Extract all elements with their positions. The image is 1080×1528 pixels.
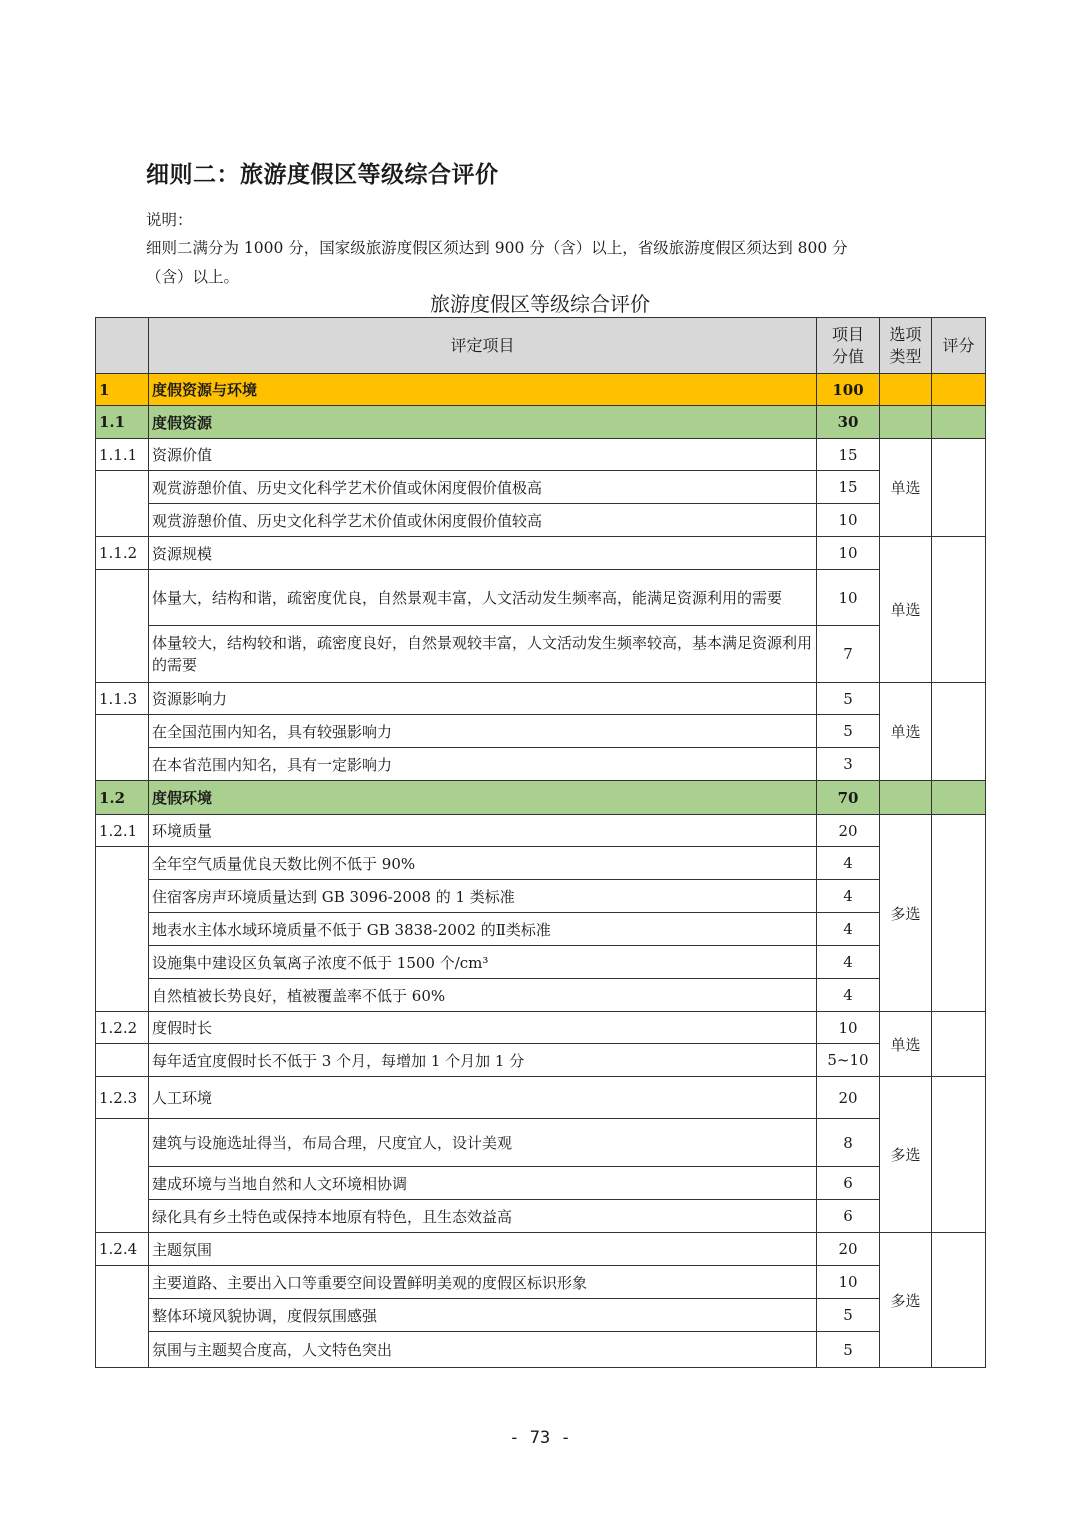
row-value: 6: [817, 1200, 880, 1233]
row-type: 单选: [880, 439, 932, 537]
table-row: [96, 683, 986, 715]
row-text: 地表水主体水域环境质量不低于 GB 3838-2002 的Ⅱ类标准: [149, 913, 817, 946]
table-row: [96, 439, 986, 471]
row-text: 度假资源: [149, 406, 817, 439]
row-value: 4: [817, 946, 880, 979]
row-type: 多选: [880, 1233, 932, 1368]
row-value: 5~10: [817, 1044, 880, 1077]
row-text: 主要道路、主要出入口等重要空间设置鲜明美观的度假区标识形象: [149, 1266, 817, 1299]
row-score: [932, 1012, 986, 1077]
row-number: 1.2: [96, 781, 149, 815]
row-score: [932, 683, 986, 781]
row-text: 环境质量: [149, 815, 817, 847]
table-row: [96, 815, 986, 847]
row-text: 在本省范围内知名，具有一定影响力: [149, 748, 817, 781]
row-number: 1.1.2: [96, 537, 149, 570]
row-value: 8: [817, 1119, 880, 1167]
row-score: [932, 374, 986, 406]
table-row: [96, 1299, 986, 1332]
row-value: 30: [817, 406, 880, 439]
row-value: 4: [817, 880, 880, 913]
row-value: 5: [817, 715, 880, 748]
row-score: [932, 815, 986, 1012]
row-number: 1.2.1: [96, 815, 149, 847]
row-number: [96, 471, 149, 537]
row-number: 1.2.4: [96, 1233, 149, 1266]
row-value: 4: [817, 979, 880, 1012]
row-value: 15: [817, 439, 880, 471]
table-row: [96, 374, 986, 406]
table-row: [96, 1044, 986, 1077]
row-value: 10: [817, 570, 880, 626]
row-value: 15: [817, 471, 880, 504]
row-value: 100: [817, 374, 880, 406]
header-item: 评定项目: [149, 318, 817, 374]
table-row: [96, 913, 986, 946]
evaluation-table: [95, 317, 986, 1368]
page-number: - 73 -: [509, 1428, 571, 1448]
row-score: [932, 1077, 986, 1233]
row-text: 每年适宜度假时长不低于 3 个月，每增加 1 个月加 1 分: [149, 1044, 817, 1077]
row-text: 人工环境: [149, 1077, 817, 1119]
note-label: 说明：: [146, 211, 193, 229]
row-number: [96, 847, 149, 1012]
header-value: 项目 分值: [817, 318, 880, 374]
row-text: 观赏游憩价值、历史文化科学艺术价值或休闲度假价值较高: [149, 504, 817, 537]
row-type: [880, 374, 932, 406]
row-text: 绿化具有乡土特色或保持本地原有特色，且生态效益高: [149, 1200, 817, 1233]
table-row: [96, 1233, 986, 1266]
table-row: [96, 626, 986, 683]
table-row: [96, 979, 986, 1012]
row-text: 度假环境: [149, 781, 817, 815]
table-title: 旅游度假区等级综合评价: [430, 292, 650, 316]
table-row: [96, 1200, 986, 1233]
row-text: 建成环境与当地自然和人文环境相协调: [149, 1167, 817, 1200]
row-number: [96, 570, 149, 683]
row-number: 1: [96, 374, 149, 406]
row-score: [932, 439, 986, 537]
table-header-row: [96, 318, 986, 374]
row-type: 单选: [880, 1012, 932, 1077]
page-heading: 细则二：旅游度假区等级综合评价: [146, 162, 499, 188]
note-line-2: （含）以上。: [146, 268, 240, 286]
row-number: [96, 1266, 149, 1368]
row-number: 1.1: [96, 406, 149, 439]
row-value: 10: [817, 504, 880, 537]
table-row: [96, 715, 986, 748]
table-row: [96, 504, 986, 537]
row-text: 建筑与设施选址得当，布局合理，尺度宜人，设计美观: [149, 1119, 817, 1167]
table-row: [96, 537, 986, 570]
row-value: 5: [817, 683, 880, 715]
row-value: 4: [817, 913, 880, 946]
row-type: 多选: [880, 1077, 932, 1233]
note-line-1: 细则二满分为 1000 分，国家级旅游度假区须达到 900 分（含）以上，省级旅游度假区须达到 800 分: [146, 239, 848, 257]
row-value: 6: [817, 1167, 880, 1200]
row-number: 1.1.3: [96, 683, 149, 715]
row-text: 自然植被长势良好，植被覆盖率不低于 60%: [149, 979, 817, 1012]
row-value: 5: [817, 1299, 880, 1332]
row-text: 氛围与主题契合度高，人文特色突出: [149, 1332, 817, 1368]
row-score: [932, 781, 986, 815]
row-text: 在全国范围内知名，具有较强影响力: [149, 715, 817, 748]
table-row: [96, 946, 986, 979]
row-type: 多选: [880, 815, 932, 1012]
row-value: 3: [817, 748, 880, 781]
row-number: 1.2.2: [96, 1012, 149, 1044]
row-value: 10: [817, 1266, 880, 1299]
row-number: [96, 1119, 149, 1233]
row-score: [932, 1233, 986, 1368]
row-number: [96, 1044, 149, 1077]
row-text: 设施集中建设区负氧离子浓度不低于 1500 个/cm³: [149, 946, 817, 979]
table-row: [96, 1012, 986, 1044]
table-row: [96, 748, 986, 781]
table-row: [96, 406, 986, 439]
row-value: 10: [817, 537, 880, 570]
table-row: [96, 570, 986, 626]
table-row: [96, 1077, 986, 1119]
table-row: [96, 1119, 986, 1167]
row-score: [932, 537, 986, 683]
row-value: 20: [817, 815, 880, 847]
row-number: 1.1.1: [96, 439, 149, 471]
row-text: 全年空气质量优良天数比例不低于 90%: [149, 847, 817, 880]
row-value: 4: [817, 847, 880, 880]
table-row: [96, 471, 986, 504]
header-type: 选项 类型: [880, 318, 932, 374]
row-number: [96, 715, 149, 781]
table-row: [96, 1167, 986, 1200]
table-row: [96, 880, 986, 913]
table-row: [96, 847, 986, 880]
row-value: 20: [817, 1077, 880, 1119]
table-row: [96, 1266, 986, 1299]
row-text: 度假资源与环境: [149, 374, 817, 406]
row-text: 观赏游憩价值、历史文化科学艺术价值或休闲度假价值极高: [149, 471, 817, 504]
row-number: 1.2.3: [96, 1077, 149, 1119]
row-text: 体量大，结构和谐，疏密度优良，自然景观丰富，人文活动发生频率高，能满足资源利用的需要: [149, 570, 817, 626]
row-text: 资源规模: [149, 537, 817, 570]
table-row: [96, 781, 986, 815]
row-text: 资源影响力: [149, 683, 817, 715]
header-no: [96, 318, 149, 374]
row-text: 住宿客房声环境质量达到 GB 3096-2008 的 1 类标准: [149, 880, 817, 913]
row-type: [880, 781, 932, 815]
row-value: 70: [817, 781, 880, 815]
row-text: 度假时长: [149, 1012, 817, 1044]
row-value: 10: [817, 1012, 880, 1044]
row-text: 体量较大，结构较和谐，疏密度良好，自然景观较丰富，人文活动发生频率较高，基本满足资源利用的需要: [149, 626, 817, 683]
row-type: [880, 406, 932, 439]
row-value: 7: [817, 626, 880, 683]
row-value: 20: [817, 1233, 880, 1266]
row-text: 整体环境风貌协调，度假氛围感强: [149, 1299, 817, 1332]
table-row: [96, 1332, 986, 1368]
header-score: 评分: [932, 318, 986, 374]
row-type: 单选: [880, 683, 932, 781]
row-score: [932, 406, 986, 439]
row-type: 单选: [880, 537, 932, 683]
row-text: 主题氛围: [149, 1233, 817, 1266]
row-value: 5: [817, 1332, 880, 1368]
row-text: 资源价值: [149, 439, 817, 471]
